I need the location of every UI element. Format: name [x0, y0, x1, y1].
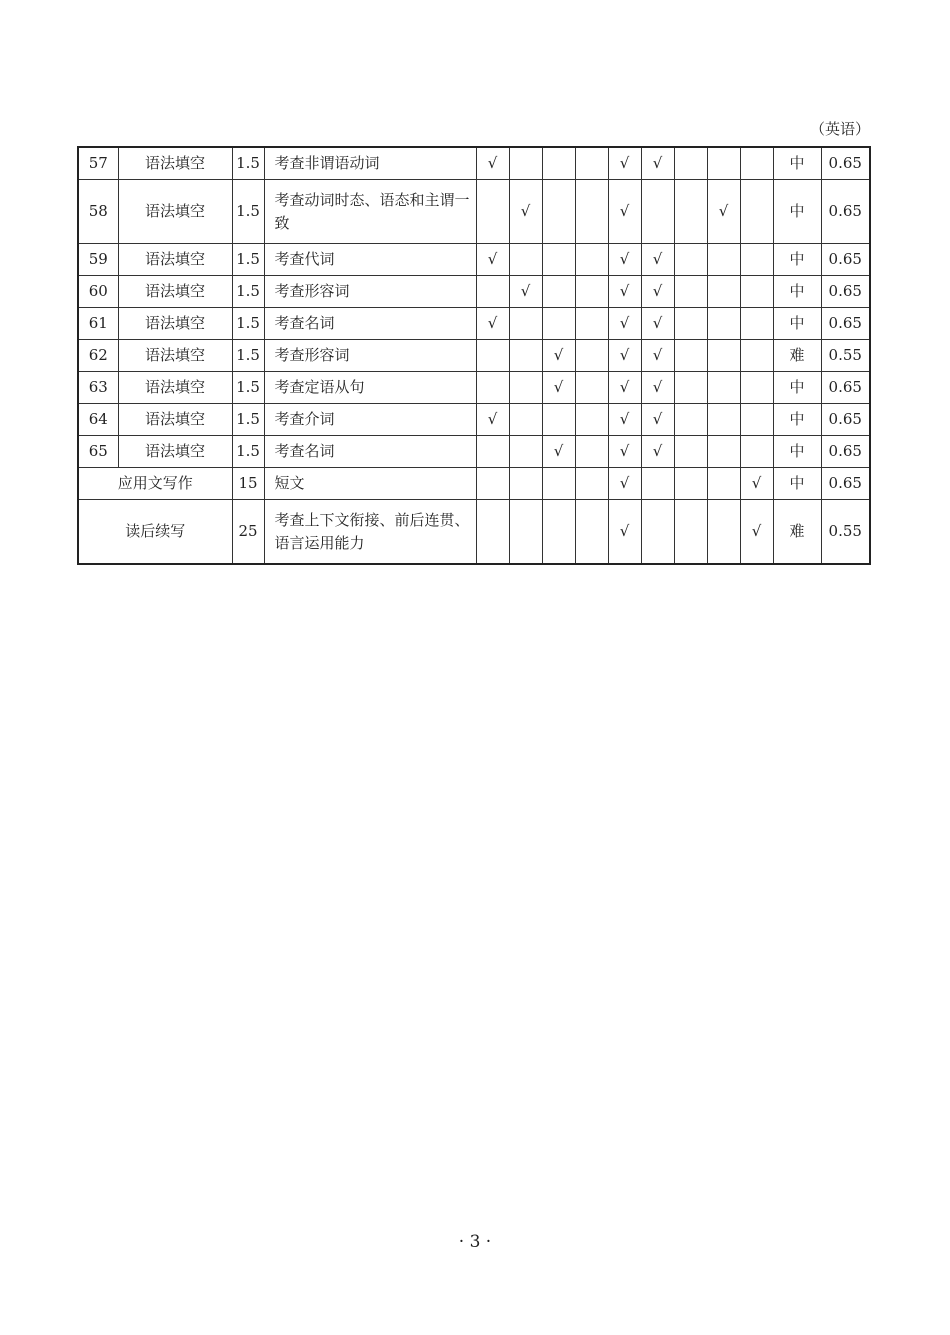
- check-cell: √: [641, 372, 674, 404]
- score: 1.5: [232, 340, 264, 372]
- check-cell: [674, 340, 707, 372]
- table-row: [78, 436, 870, 468]
- check-cell: [575, 180, 608, 244]
- check-cell: [509, 147, 542, 180]
- knowledge-point: 考查名词: [264, 308, 476, 340]
- check-cell: √: [641, 436, 674, 468]
- check-cell: √: [707, 180, 740, 244]
- check-cell: [476, 372, 509, 404]
- check-cell: √: [740, 500, 773, 565]
- check-cell: [707, 340, 740, 372]
- check-cell: [707, 147, 740, 180]
- question-number: 65: [78, 436, 118, 468]
- check-cell: [707, 276, 740, 308]
- check-cell: [542, 500, 575, 565]
- question-number: 60: [78, 276, 118, 308]
- check-cell: [740, 147, 773, 180]
- knowledge-point: 考查非谓语动词: [264, 147, 476, 180]
- question-type: 语法填空: [118, 340, 232, 372]
- check-cell: [641, 468, 674, 500]
- check-cell: √: [542, 436, 575, 468]
- knowledge-point: 考查形容词: [264, 340, 476, 372]
- check-cell: [575, 308, 608, 340]
- check-cell: √: [641, 244, 674, 276]
- difficulty-coefficient: 0.65: [821, 180, 870, 244]
- score: 1.5: [232, 244, 264, 276]
- check-cell: [575, 340, 608, 372]
- knowledge-point: 考查形容词: [264, 276, 476, 308]
- check-cell: [476, 500, 509, 565]
- knowledge-point: 短文: [264, 468, 476, 500]
- check-cell: [674, 500, 707, 565]
- check-cell: [641, 500, 674, 565]
- difficulty-level: 中: [773, 308, 821, 340]
- difficulty-level: 中: [773, 436, 821, 468]
- check-cell: [509, 372, 542, 404]
- question-type: 语法填空: [118, 436, 232, 468]
- check-cell: [707, 404, 740, 436]
- score: 1.5: [232, 276, 264, 308]
- difficulty-coefficient: 0.65: [821, 468, 870, 500]
- check-cell: [674, 436, 707, 468]
- table-row: [78, 147, 870, 180]
- difficulty-level: 中: [773, 276, 821, 308]
- check-cell: [542, 468, 575, 500]
- question-number: 63: [78, 372, 118, 404]
- knowledge-point: 考查介词: [264, 404, 476, 436]
- check-cell: [641, 180, 674, 244]
- difficulty-coefficient: 0.65: [821, 372, 870, 404]
- check-cell: [674, 147, 707, 180]
- check-cell: [509, 244, 542, 276]
- score: 1.5: [232, 308, 264, 340]
- score: 1.5: [232, 404, 264, 436]
- difficulty-coefficient: 0.65: [821, 244, 870, 276]
- check-cell: [707, 468, 740, 500]
- check-cell: [740, 180, 773, 244]
- check-cell: √: [608, 276, 641, 308]
- difficulty-level: 难: [773, 500, 821, 565]
- check-cell: [476, 436, 509, 468]
- question-number: 64: [78, 404, 118, 436]
- check-cell: [542, 244, 575, 276]
- check-cell: [674, 180, 707, 244]
- difficulty-level: 中: [773, 468, 821, 500]
- difficulty-coefficient: 0.65: [821, 404, 870, 436]
- difficulty-coefficient: 0.65: [821, 308, 870, 340]
- difficulty-coefficient: 0.65: [821, 436, 870, 468]
- table-row: [78, 340, 870, 372]
- check-cell: [740, 340, 773, 372]
- check-cell: √: [608, 308, 641, 340]
- score: 1.5: [232, 372, 264, 404]
- check-cell: [476, 468, 509, 500]
- question-type: 应用文写作: [78, 468, 232, 500]
- check-cell: √: [608, 404, 641, 436]
- check-cell: [575, 244, 608, 276]
- check-cell: [707, 244, 740, 276]
- table-row: [78, 404, 870, 436]
- check-cell: √: [542, 340, 575, 372]
- question-type: 语法填空: [118, 180, 232, 244]
- score: 1.5: [232, 180, 264, 244]
- check-cell: √: [608, 500, 641, 565]
- check-cell: [707, 308, 740, 340]
- check-cell: √: [476, 308, 509, 340]
- check-cell: [575, 276, 608, 308]
- check-cell: √: [641, 276, 674, 308]
- check-cell: [674, 404, 707, 436]
- check-cell: [740, 308, 773, 340]
- check-cell: √: [476, 147, 509, 180]
- difficulty-coefficient: 0.65: [821, 276, 870, 308]
- knowledge-point: 考查名词: [264, 436, 476, 468]
- check-cell: [509, 404, 542, 436]
- check-cell: [740, 372, 773, 404]
- check-cell: [674, 308, 707, 340]
- check-cell: [509, 436, 542, 468]
- question-type: 语法填空: [118, 404, 232, 436]
- question-number: 59: [78, 244, 118, 276]
- question-number: 57: [78, 147, 118, 180]
- check-cell: √: [608, 372, 641, 404]
- difficulty-level: 中: [773, 244, 821, 276]
- difficulty-level: 中: [773, 372, 821, 404]
- question-number: 58: [78, 180, 118, 244]
- check-cell: [509, 500, 542, 565]
- difficulty-coefficient: 0.55: [821, 500, 870, 565]
- check-cell: √: [476, 244, 509, 276]
- check-cell: [476, 340, 509, 372]
- question-type: 语法填空: [118, 276, 232, 308]
- check-cell: [542, 180, 575, 244]
- question-type: 语法填空: [118, 244, 232, 276]
- check-cell: [542, 276, 575, 308]
- check-cell: [575, 436, 608, 468]
- check-cell: √: [740, 468, 773, 500]
- check-cell: [542, 147, 575, 180]
- difficulty-level: 难: [773, 340, 821, 372]
- knowledge-point: 考查定语从句: [264, 372, 476, 404]
- exam-analysis-table: [77, 146, 871, 565]
- check-cell: √: [641, 340, 674, 372]
- check-cell: [707, 372, 740, 404]
- check-cell: √: [608, 147, 641, 180]
- check-cell: √: [476, 404, 509, 436]
- check-cell: √: [608, 468, 641, 500]
- score: 25: [232, 500, 264, 565]
- check-cell: [509, 468, 542, 500]
- check-cell: [575, 147, 608, 180]
- check-cell: [476, 276, 509, 308]
- check-cell: √: [641, 308, 674, 340]
- knowledge-point: 考查代词: [264, 244, 476, 276]
- check-cell: √: [608, 340, 641, 372]
- check-cell: √: [608, 436, 641, 468]
- check-cell: [740, 404, 773, 436]
- check-cell: [674, 244, 707, 276]
- question-number: 62: [78, 340, 118, 372]
- check-cell: [575, 500, 608, 565]
- check-cell: √: [641, 147, 674, 180]
- page-number: · 3 ·: [458, 1232, 492, 1252]
- check-cell: [575, 372, 608, 404]
- table-row: [78, 244, 870, 276]
- check-cell: [707, 500, 740, 565]
- table-row: [78, 500, 870, 565]
- check-cell: [674, 372, 707, 404]
- check-cell: √: [641, 404, 674, 436]
- question-type: 语法填空: [118, 308, 232, 340]
- check-cell: [476, 180, 509, 244]
- table-row: [78, 276, 870, 308]
- check-cell: [740, 436, 773, 468]
- table-row: [78, 308, 870, 340]
- question-type: 语法填空: [118, 372, 232, 404]
- check-cell: [740, 276, 773, 308]
- check-cell: √: [608, 244, 641, 276]
- table-row: [78, 180, 870, 244]
- check-cell: [575, 468, 608, 500]
- difficulty-level: 中: [773, 147, 821, 180]
- check-cell: [575, 404, 608, 436]
- check-cell: [740, 244, 773, 276]
- check-cell: [542, 404, 575, 436]
- difficulty-coefficient: 0.55: [821, 340, 870, 372]
- check-cell: [509, 308, 542, 340]
- check-cell: [542, 308, 575, 340]
- score: 1.5: [232, 436, 264, 468]
- difficulty-coefficient: 0.65: [821, 147, 870, 180]
- check-cell: [674, 468, 707, 500]
- check-cell: √: [608, 180, 641, 244]
- question-number: 61: [78, 308, 118, 340]
- check-cell: [509, 340, 542, 372]
- table-row: [78, 372, 870, 404]
- knowledge-point: 考查上下文衔接、前后连贯、语言运用能力: [264, 500, 476, 565]
- subject-label: （英语）: [809, 120, 870, 138]
- score: 1.5: [232, 147, 264, 180]
- difficulty-level: 中: [773, 404, 821, 436]
- score: 15: [232, 468, 264, 500]
- question-type: 语法填空: [118, 147, 232, 180]
- check-cell: √: [542, 372, 575, 404]
- check-cell: [707, 436, 740, 468]
- knowledge-point: 考查动词时态、语态和主谓一致: [264, 180, 476, 244]
- table-row: [78, 468, 870, 500]
- question-type: 读后续写: [78, 500, 232, 565]
- check-cell: √: [509, 180, 542, 244]
- check-cell: [674, 276, 707, 308]
- check-cell: √: [509, 276, 542, 308]
- difficulty-level: 中: [773, 180, 821, 244]
